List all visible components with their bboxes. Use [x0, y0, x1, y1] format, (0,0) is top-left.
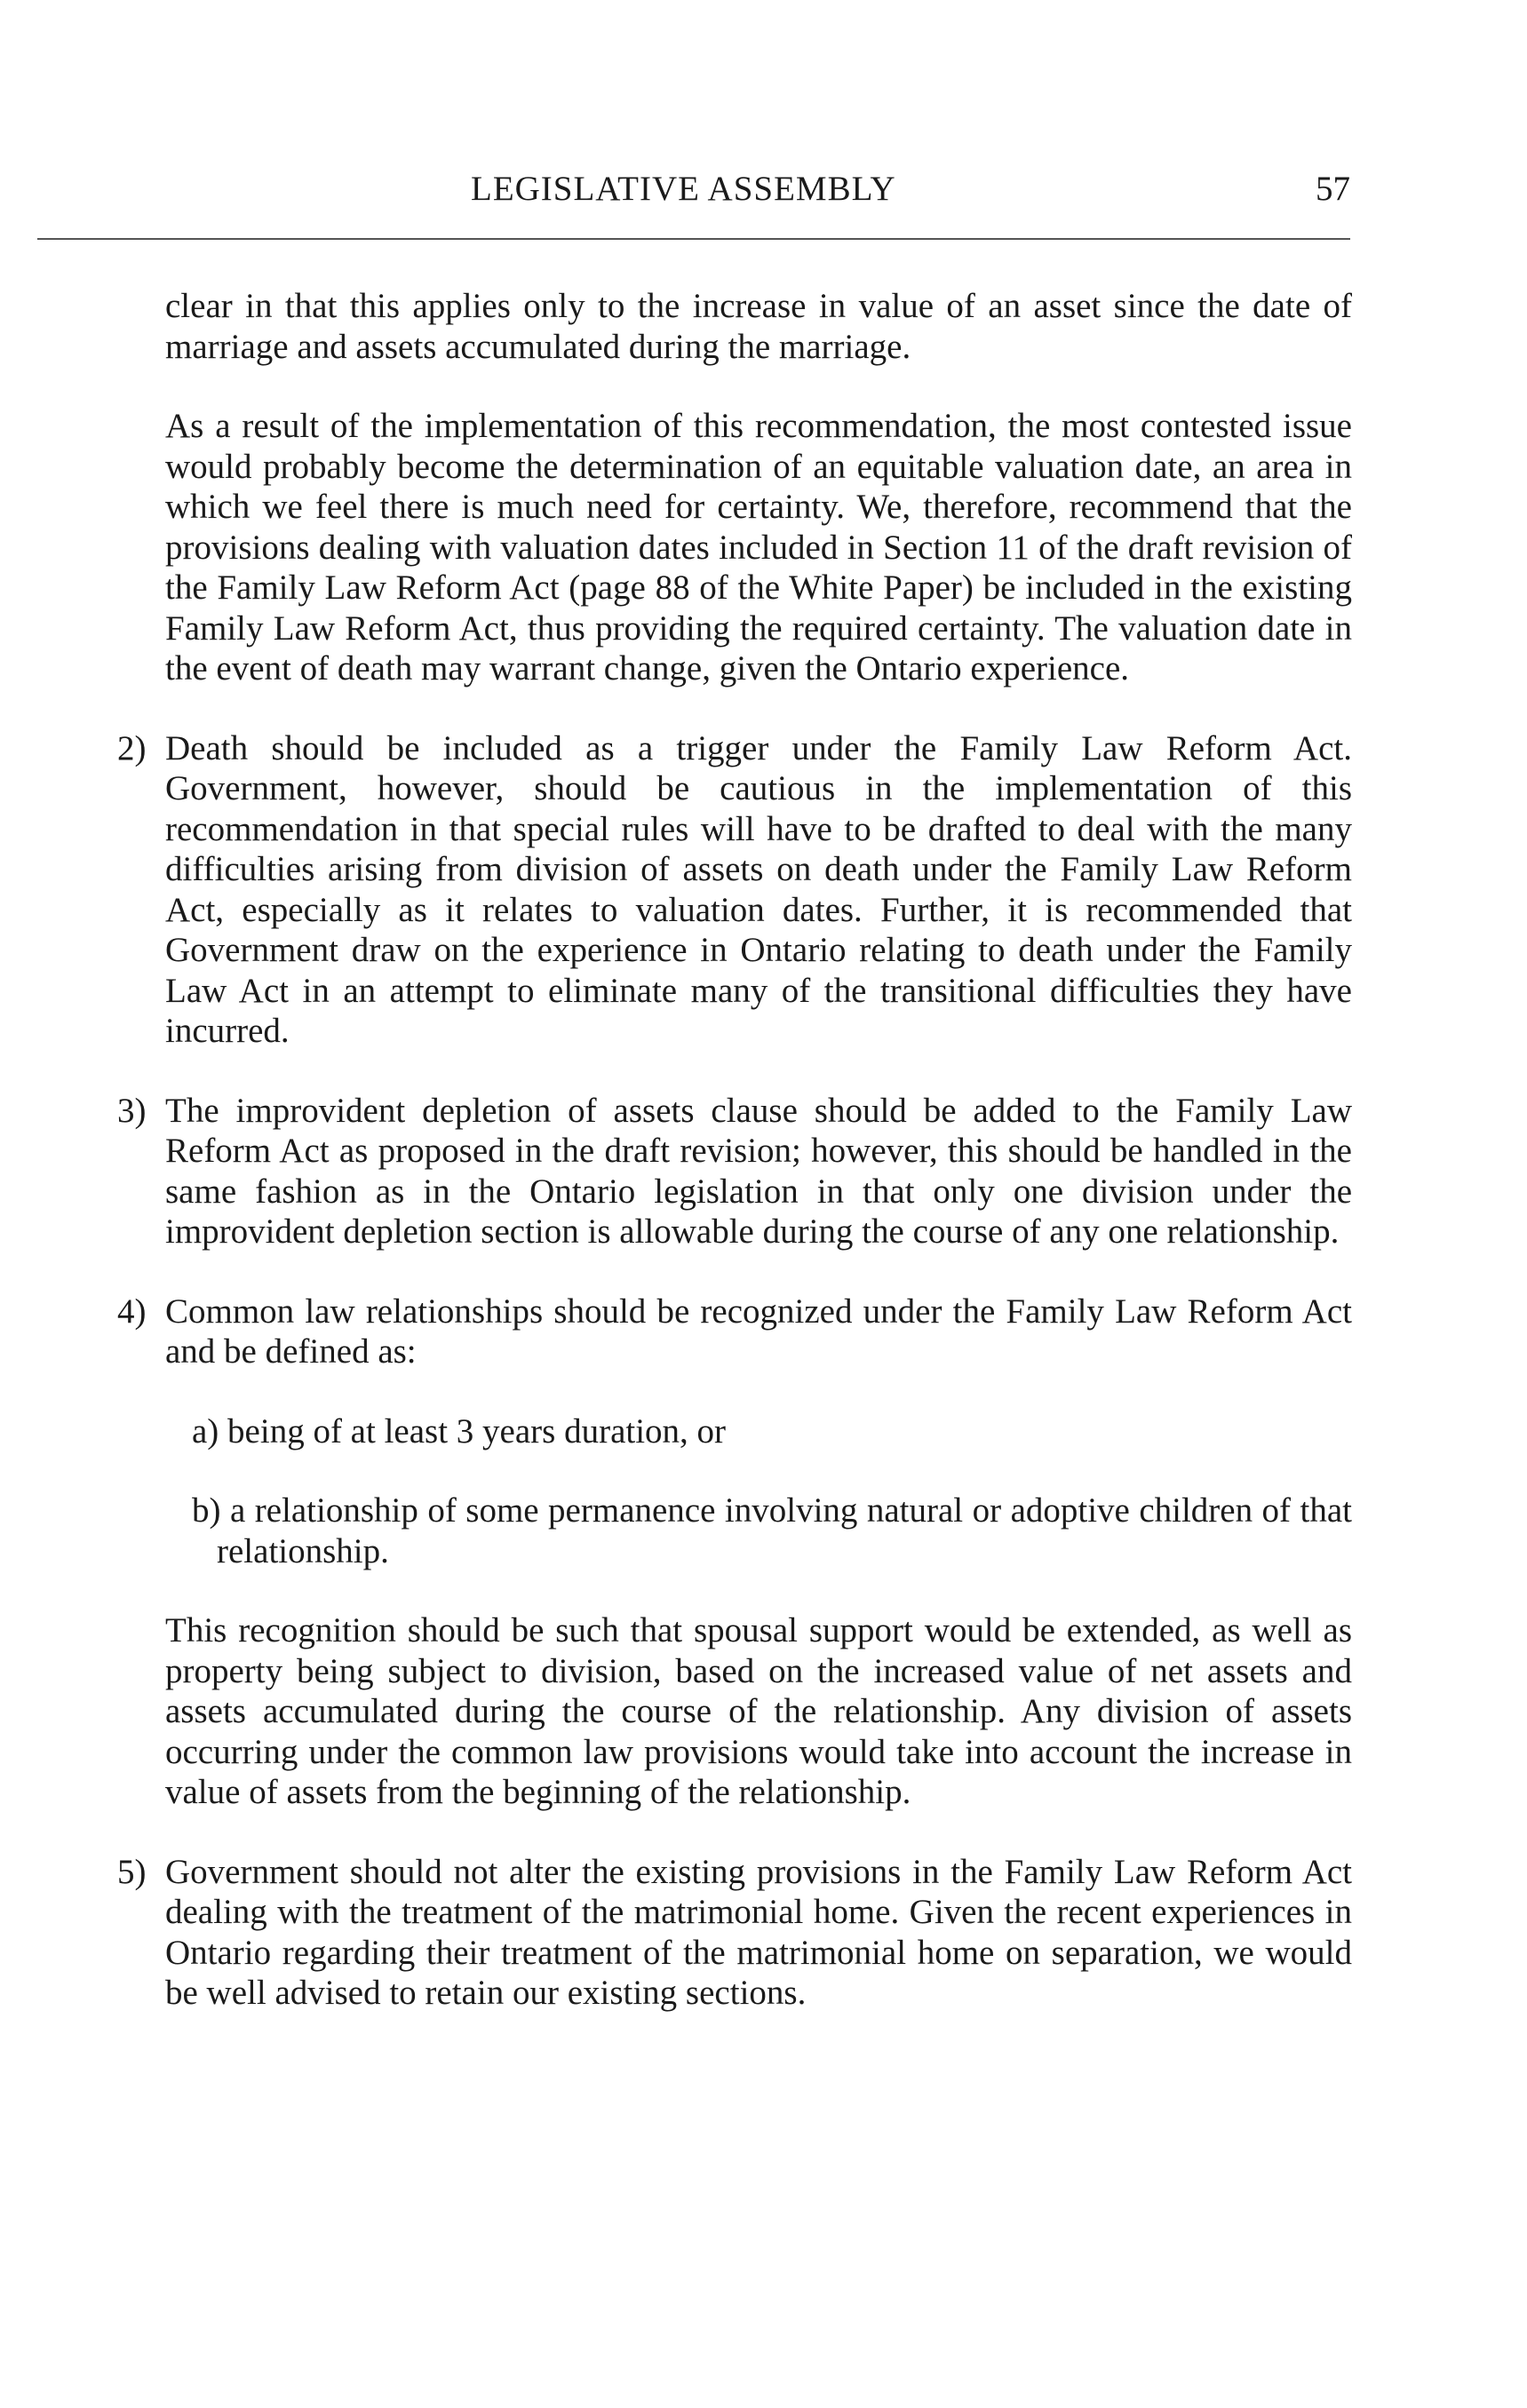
recommendation-item-5: [117, 1852, 1352, 2014]
item-text: Common law relationships should be recognized under the Family Law Reform Act and be defined as:: [165, 1291, 1352, 1371]
subitem-b: b) a relationship of some permanence involving natural or adoptive children of that relationship.: [192, 1491, 1352, 1570]
item-text: The improvident depletion of assets clause should be added to the Family Law Reform Act as proposed in the draft revision; however, this should be handled in the same fashion as in the Ontario legislation in that only one division under the improvident depletion section is allowable during the course of any one relationship.: [165, 1091, 1352, 1251]
item-number: 5): [117, 1852, 147, 1891]
paragraph-continued: clear in that this applies only to the increase in value of an asset since the date of marriage and assets accumulated during the marriage.: [165, 287, 1352, 366]
item-number: 2): [117, 728, 147, 767]
subitem-a: a) being of at least 3 years duration, or: [192, 1411, 727, 1450]
paragraph-recognition: This recognition should be such that spousal support would be extended, as well as property being subject to division, based on the increased value of net assets and assets accumulated during the course of the relationship. Any division of assets occurring under the common law provisions would take into account the increase in value of assets from the beginning of the relationship.: [165, 1611, 1352, 1811]
item-number: 4): [117, 1291, 147, 1331]
page-number: 57: [1316, 170, 1350, 208]
document-body: [117, 286, 1352, 2053]
recommendation-item-3: [117, 1091, 1352, 1252]
paragraph-valuation-date: As a result of the implementation of this recommendation, the most contested issue would probably become the determination of an equitable valuation date, an area in which we feel there is much need for certainty. We, therefore, recommend that the provisions dealing with valuation dates included in Section 11 of the draft revision of the Family Law Reform Act (page 88 of the White Paper) be included in the existing Family Law Reform Act, thus providing the required certainty. The valuation date in the event of death may warrant change, given the Ontario experience.: [165, 407, 1352, 687]
item-text: Death should be included as a trigger under the Family Law Reform Act. Government, however, should be cautious in the implementation of this recommendation in that special rules will have to be drafted to deal with the many difficulties arising from division of assets on death under the Family Law Reform Act, especially as it relates to valuation dates. Further, it is recommended that Government draw on the experience in Ontario relating to death under the Family Law Act in an attempt to eliminate many of the transitional difficulties they have incurred.: [165, 728, 1352, 1050]
header-rule: [37, 238, 1350, 240]
item-number: 3): [117, 1091, 147, 1130]
recommendation-item-2: [117, 728, 1352, 1052]
recommendation-item-4: [117, 1291, 1352, 1372]
running-title: LEGISLATIVE ASSEMBLY: [471, 170, 896, 208]
item-text: Government should not alter the existing provisions in the Family Law Reform Act dealing with the treatment of the matrimonial home. Given the recent experiences in Ontario regarding their treatment of the matrimonial home on separation, we would be well advised to retain our existing sections.: [165, 1852, 1352, 2012]
page-header: [471, 169, 1350, 222]
